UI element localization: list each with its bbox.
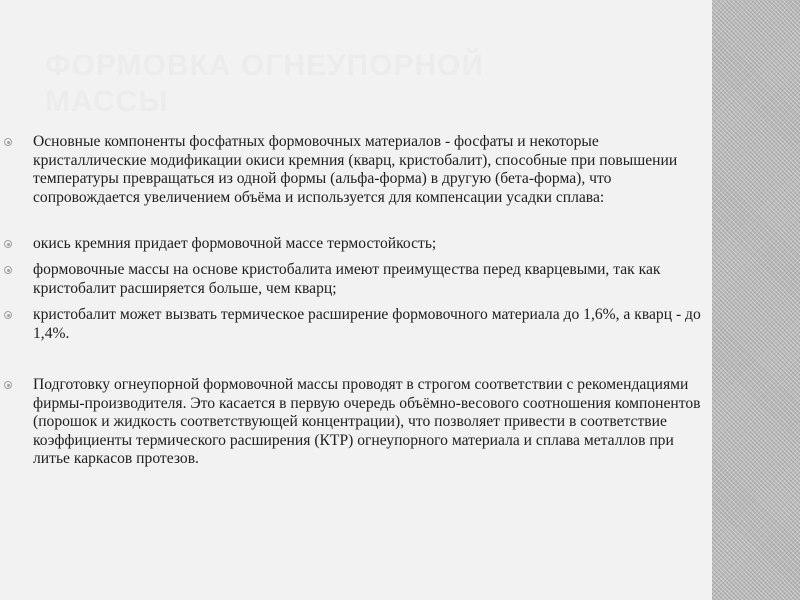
circle-bullet-icon xyxy=(4,138,12,146)
list-item xyxy=(33,306,705,343)
list-item xyxy=(33,261,705,298)
list-item-text: окись кремния придает формовочной массе термостойкость; xyxy=(33,235,437,252)
decorative-side-stripe xyxy=(712,0,800,600)
circle-bullet-icon xyxy=(4,266,12,274)
list-item-text: Подготовку огнеупорной формовочной массы проводят в строгом соответствии с рекомендациями фирмы-производителя. Это касается в первую очередь объёмно-весового соотношения компонентов (порошок и жидкость соответствующей концентрации), что позволяет привести в соответствие коэффициенты термического расширения (КТР) огнеупорного материала и сплава металлов при литье каркасов протезов. xyxy=(33,376,701,467)
list-item xyxy=(33,235,705,254)
circle-bullet-icon xyxy=(4,381,12,389)
list-item-text: формовочные массы на основе кристобалита имеют преимущества перед кварцевыми, так как кристобалит расширяется больше, чем кварц; xyxy=(33,261,661,297)
list-item xyxy=(33,376,705,469)
slide-title: ФОРМОВКА ОГНЕУПОРНОЙ МАССЫ xyxy=(45,49,485,118)
circle-bullet-icon xyxy=(4,240,12,248)
list-item xyxy=(33,133,705,207)
list-item-text: Основные компоненты фосфатных формовочных материалов - фосфаты и некоторые кристаллические модификации окиси кремния (кварц, кристобалит), способные при повышении температуры превращаться из одной формы (альфа-форма) в другую (бета-форма), что сопровождается увеличением объёма и используется для компенсации усадки сплава: xyxy=(33,133,678,206)
list-item-text: кристобалит может вызвать термическое расширение формовочного материала до 1,6%, а кварц - до 1,4%. xyxy=(33,306,701,342)
circle-bullet-icon xyxy=(4,311,12,319)
